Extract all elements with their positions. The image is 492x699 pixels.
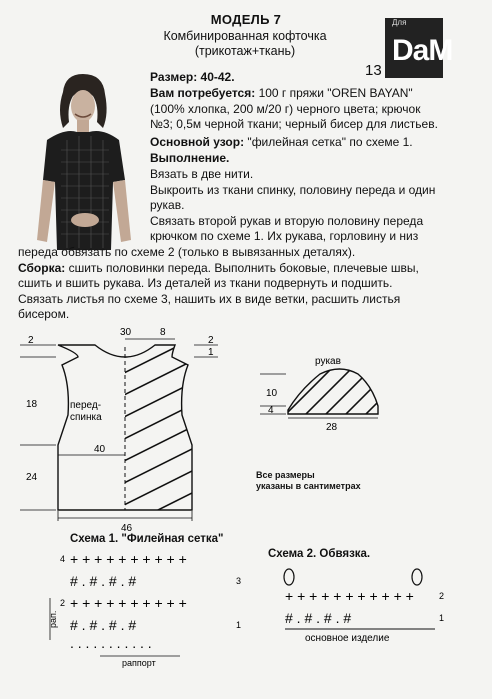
needs-text-3: №3; 0,5м черной ткани; черный бисер для листьев. — [150, 117, 438, 131]
scheme2-title: Схема 2. Обвязка. — [268, 548, 371, 560]
dim-40: 40 — [94, 444, 106, 455]
scheme1-rap: рап. — [48, 610, 58, 628]
assembly-line-3: Связать листья по схеме 3, нашить их в виде ветки, расшить листья — [18, 291, 401, 306]
sleeve-dim-10: 10 — [266, 388, 278, 399]
logo-small-text: Для — [392, 18, 407, 27]
assembly-line-1: сшить половинки переда. Выполнить боковые, плечевые швы, — [65, 260, 419, 275]
svg-text:+ + + + + + + + + + +: + + + + + + + + + + + — [285, 588, 414, 604]
needs-block — [150, 86, 470, 133]
execution-heading: Выполнение. — [150, 151, 230, 165]
exec-line-2: Выкроить из ткани спинку, половину переда и один — [150, 182, 436, 197]
front-back-label-1: перед- — [70, 400, 102, 411]
dim-2-left: 2 — [28, 335, 34, 346]
pattern-label: Основной узор: — [150, 135, 245, 149]
scheme1-rapport: раппорт — [122, 658, 156, 668]
model-subtitle — [100, 29, 390, 59]
exec-line-4: Связать второй рукав и вторую половину переда — [150, 213, 424, 228]
note-line-1: Все размеры — [256, 470, 315, 480]
dim-30: 30 — [120, 327, 132, 338]
size-line — [150, 70, 235, 86]
needs-label: Вам потребуется: — [150, 86, 256, 100]
front-back-label-2: спинка — [70, 412, 102, 423]
dim-18: 18 — [26, 399, 38, 410]
sleeve-dim-28: 28 — [326, 422, 338, 433]
svg-text:# . # . # . #: # . # . # . # — [70, 573, 137, 589]
subtitle-line-2: (трикотаж+ткань) — [194, 44, 296, 58]
subtitle-line-1: Комбинированная кофточка — [163, 29, 327, 43]
pattern-line — [150, 135, 413, 151]
exec-line-1: Вязать в две нити. — [150, 167, 254, 181]
pattern-value: "филейная сетка" по схеме 1. — [244, 135, 413, 149]
sleeve-pattern-diagram — [260, 350, 390, 435]
scheme1-chart — [40, 548, 260, 668]
svg-text:+ + + + + + + + + +: + + + + + + + + + + — [70, 595, 187, 611]
scheme2-base: основное изделие — [305, 633, 390, 644]
assembly-line-4: бисером. — [18, 307, 70, 321]
size-label: Размер: 40-42. — [150, 70, 235, 84]
needs-text-1: 100 г пряжи "OREN BAYAN" — [255, 86, 413, 100]
assembly-text — [18, 245, 488, 323]
dim-2-right: 2 — [208, 335, 214, 346]
dim-24: 24 — [26, 472, 38, 483]
assembly-line-2: сшить и вшить рукава. Из деталей из ткани подвернуть и подшить. — [18, 276, 393, 290]
sleeve-dim-4: 4 — [268, 405, 274, 416]
dim-1-right: 1 — [208, 347, 214, 358]
scheme1-row-1: 1 — [236, 620, 242, 630]
page-number: 13 — [365, 62, 382, 79]
sleeve-label: рукав — [315, 356, 341, 367]
needs-text-2: (100% хлопка, 200 м/20 г) черного цвета; крючок — [150, 101, 421, 116]
model-photo — [25, 70, 137, 270]
note-line-2: указаны в сантиметрах — [256, 481, 361, 491]
exec-line-6: переда обвязать по схеме 2 (только в вывязанных деталях). — [18, 245, 356, 259]
scheme1-row-4: 4 — [60, 554, 66, 564]
sizes-note — [256, 470, 361, 492]
scheme2-row-2: 2 — [439, 591, 445, 601]
svg-text:# . # . # . #: # . # . # . # — [70, 617, 137, 633]
svg-text:+ + + + + + + + + +: + + + + + + + + + + — [70, 551, 187, 567]
dim-46: 46 — [121, 523, 133, 534]
body-pattern-diagram — [20, 327, 240, 535]
svg-text:. . . . . . . . . . .: . . . . . . . . . . . — [70, 635, 152, 651]
scheme2-row-1: 1 — [439, 613, 445, 623]
scheme2-chart — [265, 563, 465, 643]
scheme1-row-2: 2 — [60, 598, 66, 608]
exec-line-5: крючком по схеме 1. Их рукава, горловину и низ — [150, 229, 419, 243]
scheme1-row-3: 3 — [236, 576, 242, 586]
svg-text:# . # . # . #: # . # . # . # — [285, 610, 352, 626]
scheme1-title: Схема 1. "Филейная сетка" — [70, 533, 224, 545]
logo-big-text: DaM — [392, 34, 453, 67]
dim-8: 8 — [160, 327, 166, 338]
execution-text — [150, 167, 480, 245]
model-title: МОДЕЛЬ 7 — [210, 12, 282, 27]
assembly-label: Сборка: — [18, 260, 66, 275]
exec-line-3: рукав. — [150, 198, 185, 212]
